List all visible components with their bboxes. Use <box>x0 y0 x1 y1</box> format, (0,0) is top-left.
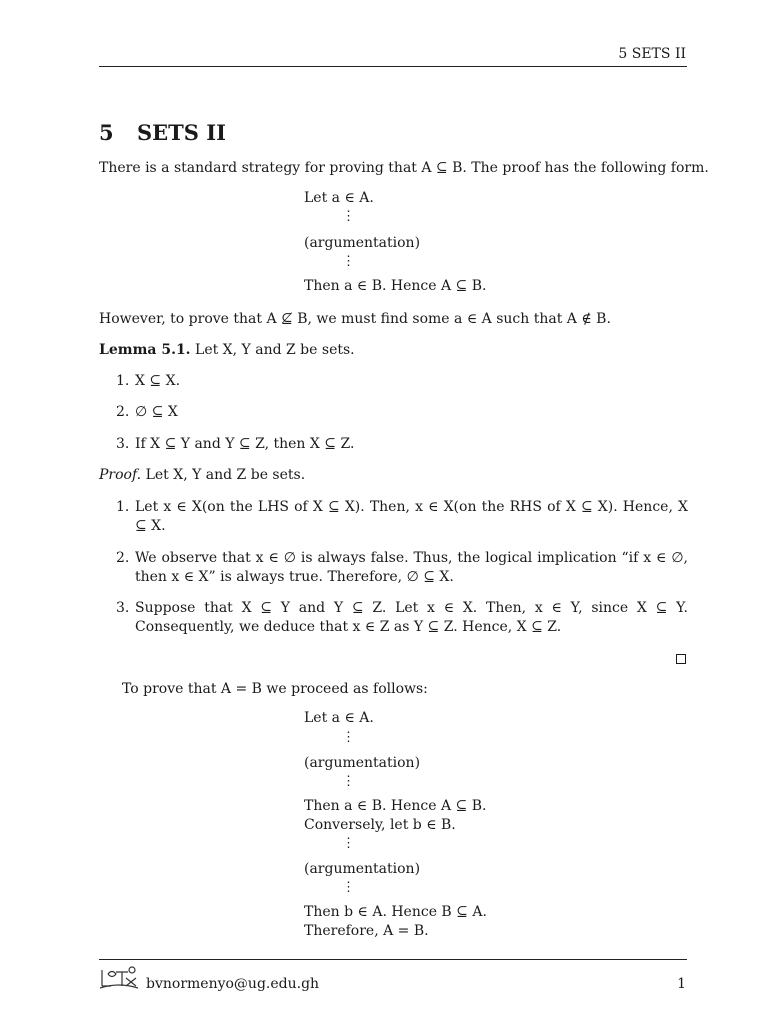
lemma-text: Let X, Y and Z be sets. <box>195 342 355 358</box>
item-number: 1. <box>116 499 130 515</box>
latex-logo-icon <box>99 964 139 990</box>
not-subset-paragraph: However, to prove that A ⊈ B, we must find some a ∈ A such that A ∉ B. <box>99 311 611 327</box>
equality-intro: To prove that A = B we proceed as follows: <box>122 681 428 697</box>
subset-strategy-line-2: (argumentation) <box>304 235 421 251</box>
lemma-statement <box>99 341 687 360</box>
equal-strategy-line-4: Conversely, let b ∈ B. <box>304 817 456 833</box>
footer-rule <box>99 959 687 960</box>
proof-item <box>116 549 688 587</box>
vdots: ⋮ <box>342 774 355 789</box>
author-email[interactable]: bvnormenyo@ug.edu.gh <box>146 976 320 992</box>
equal-strategy-line-5: (argumentation) <box>304 861 421 877</box>
running-header: 5 SETS II <box>618 46 686 62</box>
equal-strategy-line-2: (argumentation) <box>304 755 421 771</box>
equal-strategy-line-6: Then b ∈ A. Hence B ⊆ A. <box>304 904 487 920</box>
lemma-item <box>116 372 688 391</box>
equal-strategy-line-3: Then a ∈ B. Hence A ⊆ B. <box>304 798 487 814</box>
item-text: Let x ∈ X(on the LHS of X ⊆ X). Then, x ∈ X(on the RHS of X ⊆ X). Hence, X ⊆ X. <box>135 499 688 534</box>
item-number: 1. <box>116 373 130 389</box>
item-number: 3. <box>116 436 130 452</box>
vdots: ⋮ <box>342 730 355 745</box>
proof-item <box>116 599 688 637</box>
lemma-label: Lemma 5.1. <box>99 342 191 358</box>
vdots: ⋮ <box>342 836 355 851</box>
equal-strategy-line-7: Therefore, A = B. <box>304 923 429 939</box>
proof-item <box>116 498 688 536</box>
subset-strategy-line-3: Then a ∈ B. Hence A ⊆ B. <box>304 278 487 294</box>
intro-paragraph: There is a standard strategy for proving that A ⊆ B. The proof has the following form. <box>99 160 709 176</box>
lemma-item <box>116 435 688 454</box>
proof-label: Proof. <box>99 467 142 483</box>
equal-strategy-line-1: Let a ∈ A. <box>304 710 374 726</box>
page-number: 1 <box>677 976 686 992</box>
item-number: 2. <box>116 404 130 420</box>
item-number: 3. <box>116 600 130 616</box>
item-text: If X ⊆ Y and Y ⊆ Z, then X ⊆ Z. <box>135 436 355 452</box>
item-text: ∅ ⊆ X <box>135 404 178 420</box>
item-text: Suppose that X ⊆ Y and Y ⊆ Z. Let x ∈ X. Then, x ∈ Y, since X ⊆ Y. Consequently, we deduce that x ∈ Z as Y ⊆ Z. Hence, X ⊆ Z. <box>135 600 688 635</box>
item-text: We observe that x ∈ ∅ is always false. Thus, the logical implication “if x ∈ ∅, then x ∈ X” is always true. Therefore, ∅ ⊆ X. <box>135 550 688 585</box>
subset-strategy-line-1: Let a ∈ A. <box>304 190 374 206</box>
section-number: 5 <box>99 120 114 145</box>
proof-text: Let X, Y and Z be sets. <box>145 467 306 483</box>
proof-statement <box>99 466 687 485</box>
header-rule <box>99 66 687 67</box>
item-text: X ⊆ X. <box>135 373 181 389</box>
vdots: ⋮ <box>342 254 355 269</box>
qed-box-icon <box>676 654 686 664</box>
vdots: ⋮ <box>342 209 355 224</box>
item-number: 2. <box>116 550 130 566</box>
section-title: SETS II <box>137 120 226 145</box>
lemma-item <box>116 403 688 422</box>
vdots: ⋮ <box>342 880 355 895</box>
section-heading <box>99 120 226 146</box>
